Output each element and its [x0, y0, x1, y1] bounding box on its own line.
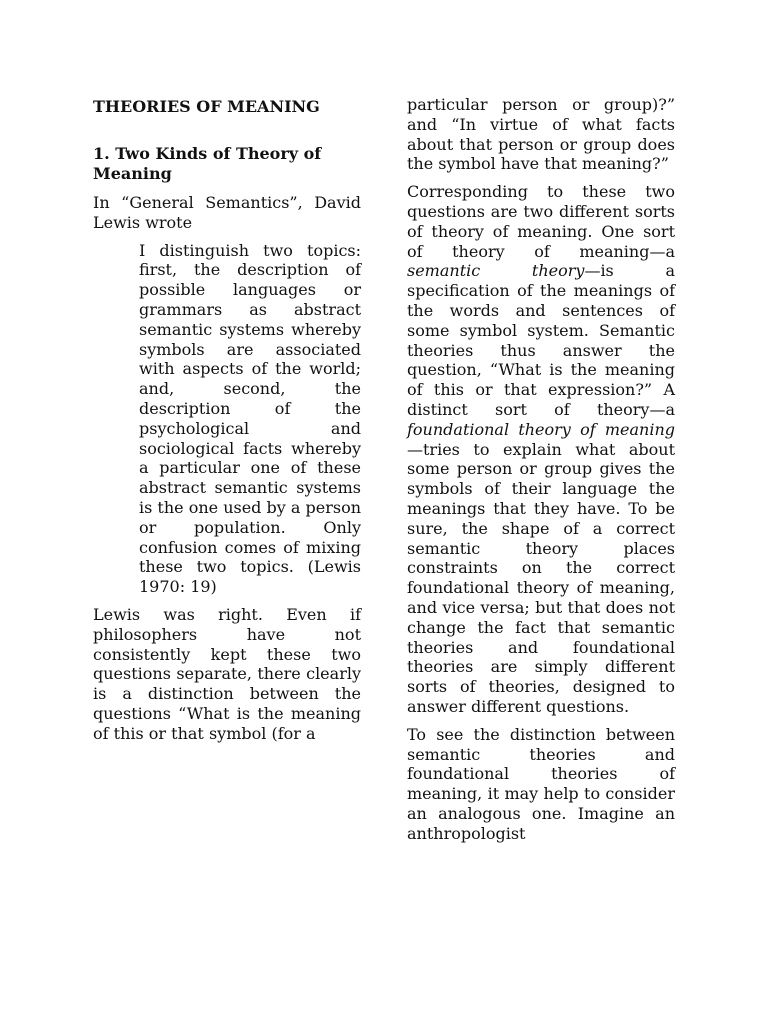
theories-paragraph: [407, 182, 675, 717]
block-quote: I distinguish two topics: first, the description of possible languages or grammars as abstract semantic systems whereby symbols are associated with aspects of the world; and, second, the description of the psychological and sociological facts whereby a particular one of these abstract semantic systems is the one used by a person or population. Only confusion comes of mixing these two topics. (Lewis 1970: 19): [139, 240, 362, 597]
analogy-paragraph: To see the distinction between semantic theories and foundational theories of meaning, it may help to consider an analogous one. Imagine an anthropologist: [407, 724, 675, 843]
text-span: Corresponding to these two questions are two different sorts of theory of meaning. One sort of theory of meaning—a: [407, 182, 675, 261]
lewis-paragraph: Lewis was right. Even if philosophers have not consistently kept these two questions separate, there clearly is a distinction between the questions “What is the meaning of this or that symbol (for a: [93, 604, 361, 743]
text-span: —is a specification of the meanings of the words and sentences of some symbol system. Semantic theories thus answer the question, “What is the meaning of this or that expression?” A distinct sort of theory—a: [407, 261, 676, 419]
semantic-theory-term: semantic theory: [407, 261, 585, 281]
left-column: [93, 94, 361, 752]
section-heading: 1. Two Kinds of Theory of Meaning: [93, 144, 322, 183]
document-title: THEORIES OF MEANING: [93, 97, 320, 116]
foundational-theory-term: foundational theory of meaning: [407, 419, 675, 439]
text-span: —tries to explain what about some person or group gives the symbols of their language the meanings that they have. To be sure, the shape of a correct semantic theory places constraints on the correct foundational theory of meaning, and vice versa; but that does not change the fact that semantic theories and foundational theories are simply different sorts of theories, designed to answer different questions.: [407, 439, 675, 716]
intro-paragraph: In “General Semantics”, David Lewis wrote: [93, 193, 361, 232]
continued-paragraph: particular person or group)?” and “In virtue of what facts about that person or group does the symbol have that meaning?”: [407, 95, 675, 174]
right-column: [407, 94, 675, 851]
